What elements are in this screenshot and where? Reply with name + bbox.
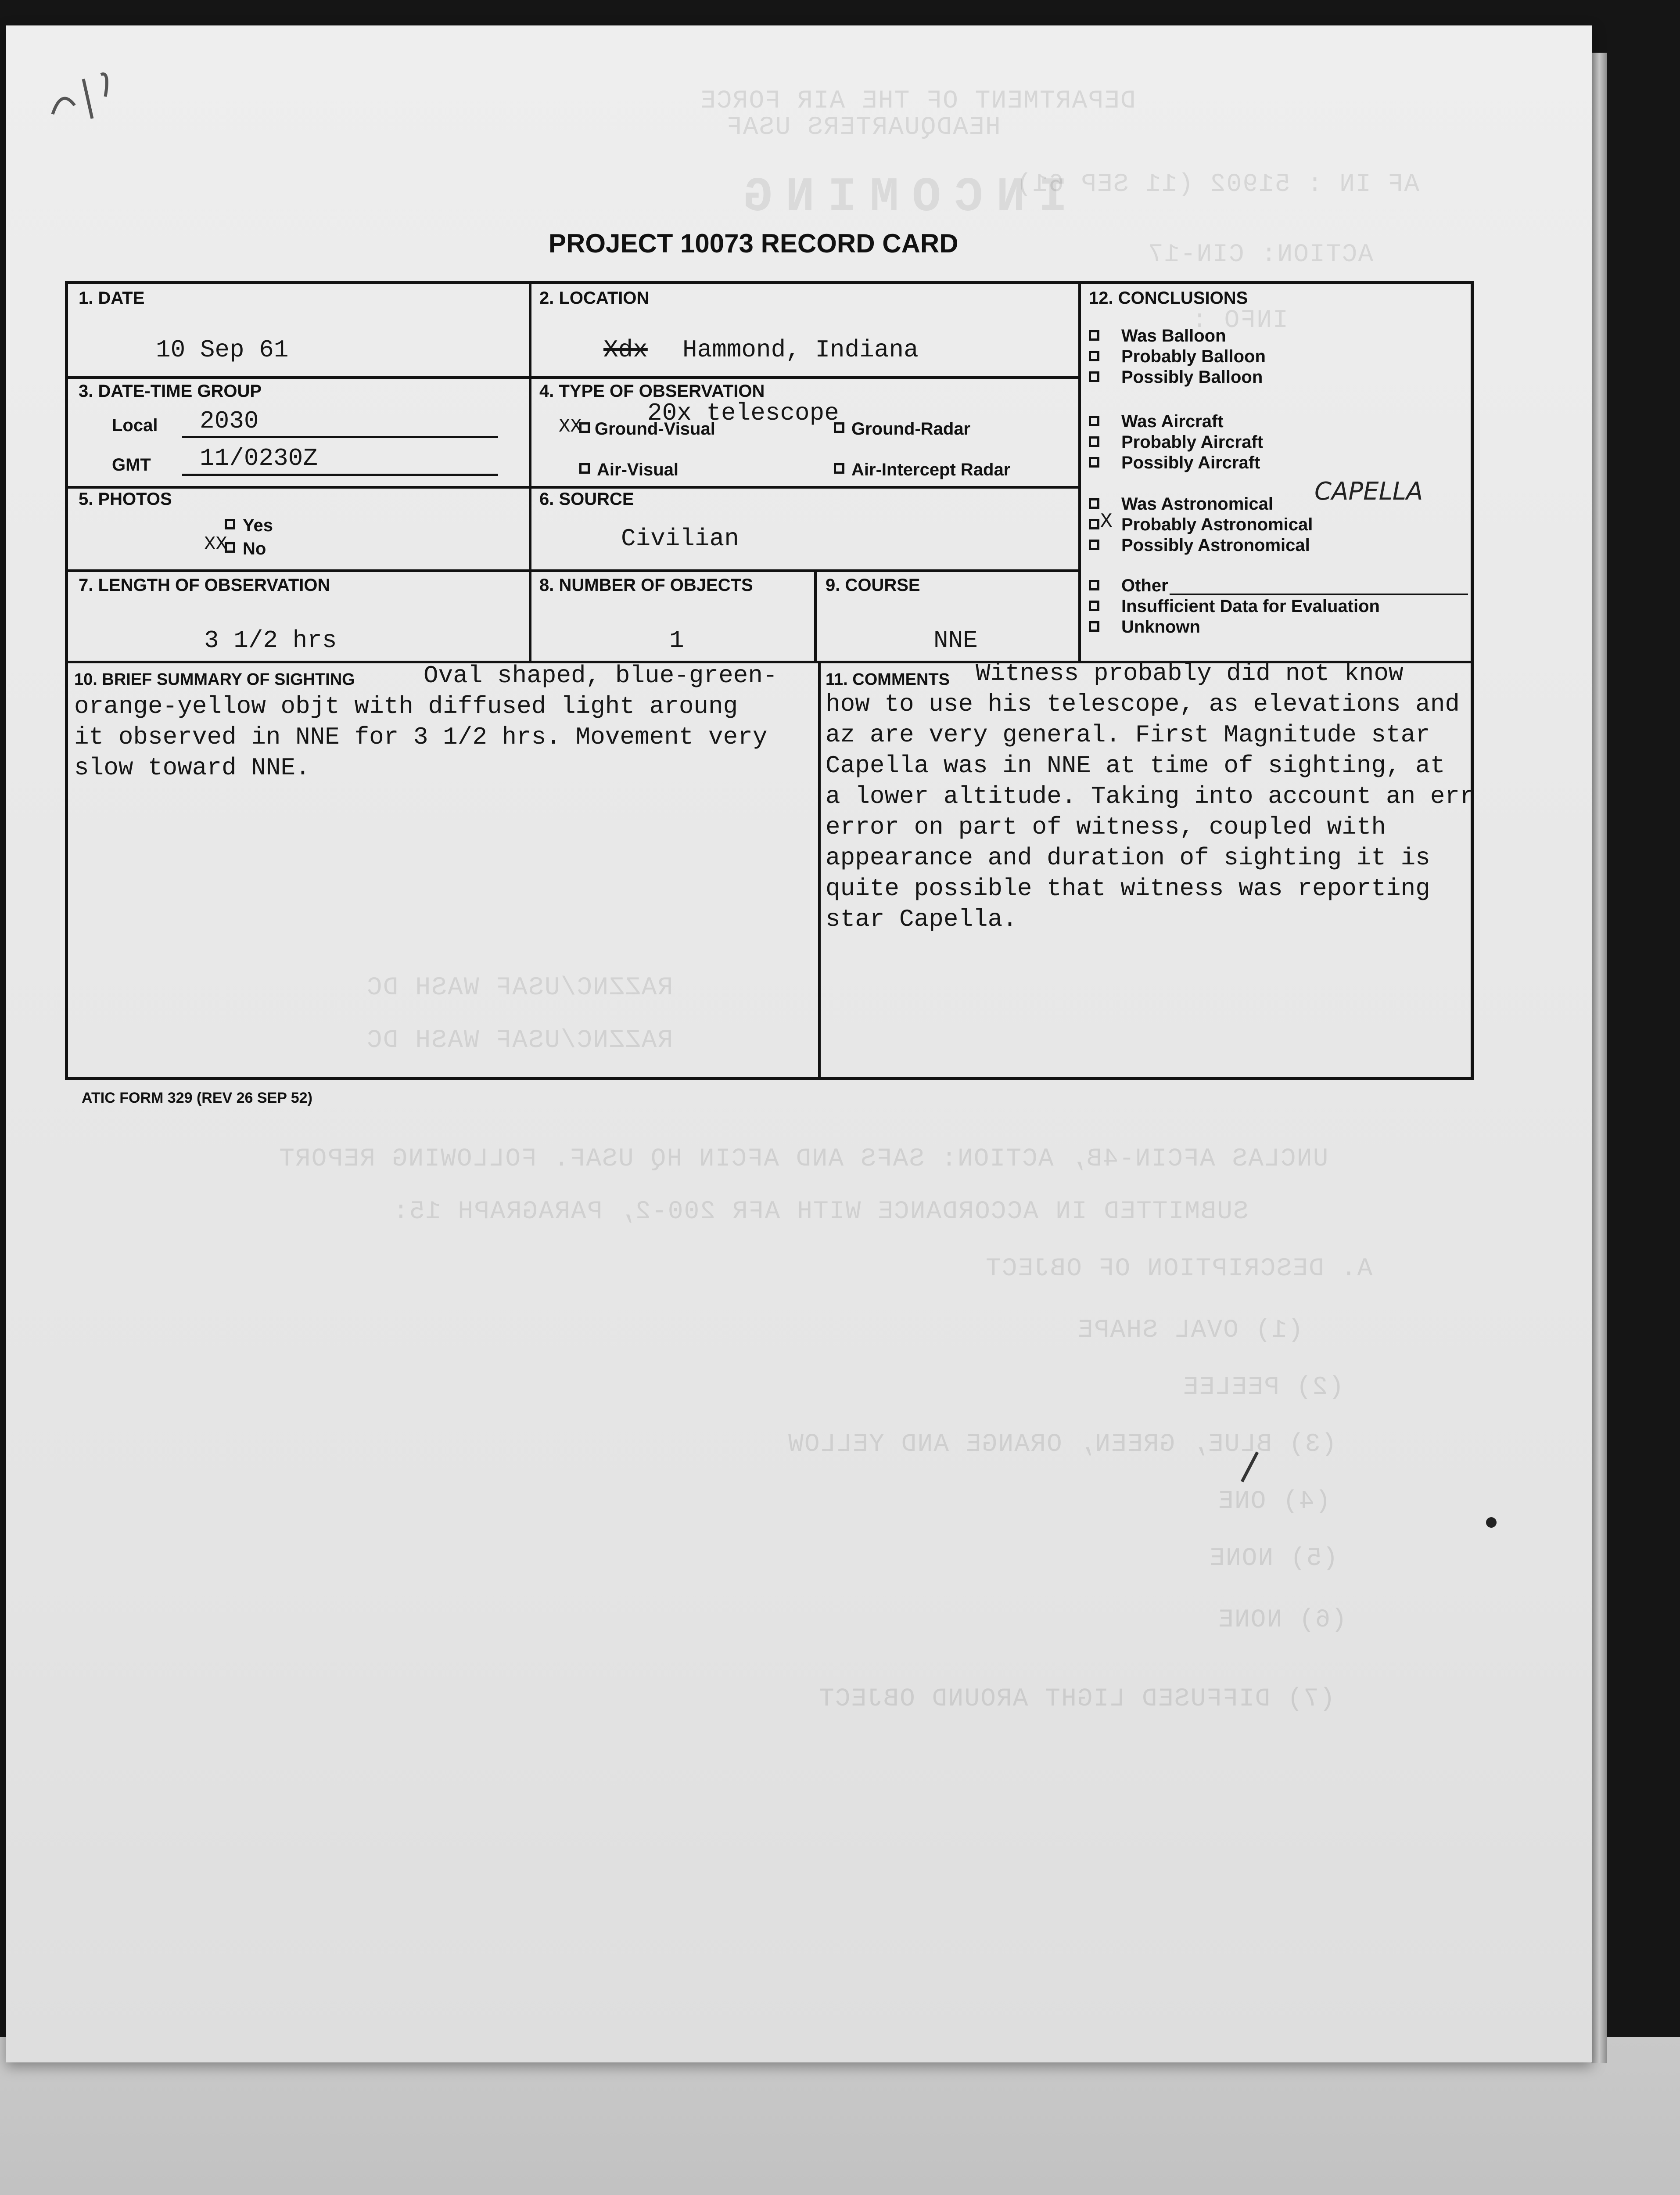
date-label: 1. DATE (79, 288, 145, 308)
bleed-text: AF IN : 51902 (11 SEP 61) (1016, 170, 1420, 199)
photos-no-label: No (243, 539, 266, 558)
possibly-balloon-checkbox[interactable] (1089, 371, 1099, 382)
other-checkbox[interactable] (1089, 580, 1099, 590)
possibly-balloon-label: Possibly Balloon (1121, 367, 1263, 387)
possibly-astronomical-label: Possibly Astronomical (1121, 536, 1310, 555)
ground-radar-label: Ground-Radar (851, 419, 971, 439)
comments-line: az are very general. First Magnitude star (826, 721, 1430, 749)
photos-yes-checkbox[interactable] (225, 519, 235, 529)
ink-dot-mark (1483, 1515, 1501, 1532)
brief-summary-label: 10. BRIEF SUMMARY OF SIGHTING (74, 670, 355, 689)
bleed-text: INFO : (1191, 306, 1288, 335)
bleed-text: RAZZNC/USAF WASH DC (366, 974, 673, 1002)
date-time-group-label: 3. DATE-TIME GROUP (79, 381, 262, 401)
other-underline (1170, 594, 1468, 595)
gmt-underline (182, 474, 498, 476)
photos-no-mark: XX (204, 533, 227, 555)
air-visual-checkbox[interactable] (579, 463, 590, 474)
divider-vertical-3 (814, 569, 817, 662)
bleed-text: (6) NONE (1217, 1606, 1347, 1634)
bleed-text: UNCLAS AFCIN-4B, ACTION: SAFS AND AFCIN HQ USAF. FOLLOWING REPORT (278, 1145, 1328, 1173)
brief-summary-line: it observed in NNE for 3 1/2 hrs. Movement very (74, 723, 768, 751)
possibly-astronomical-checkbox[interactable] (1089, 540, 1099, 550)
bleed-text: (3) BLUE, GREEN, ORANGE AND YELLOW (787, 1430, 1337, 1459)
location-label: 2. LOCATION (539, 288, 650, 308)
bleed-text: SUBMITTED IN ACCORDANCE WITH AFR 200-2, PARAGRAPH 15: (392, 1198, 1249, 1226)
date-value: 10 Sep 61 (156, 336, 289, 364)
bleed-text: (4) ONE (1217, 1487, 1331, 1516)
number-of-objects-value: 1 (669, 626, 684, 655)
type-of-observation-label: 4. TYPE OF OBSERVATION (539, 381, 765, 401)
bleed-text: (5) NONE (1209, 1544, 1338, 1573)
photos-no-checkbox[interactable] (225, 542, 235, 553)
divider-h-2 (68, 486, 1080, 489)
divider-vertical-4 (818, 662, 821, 1079)
was-aircraft-label: Was Aircraft (1121, 412, 1224, 431)
comments-line: a lower altitude. Taking into account an err (826, 782, 1475, 810)
brief-summary-line: orange-yellow objt with diffused light aroung (74, 692, 738, 720)
scratch-marks (39, 2186, 215, 2195)
probably-aircraft-label: Probably Aircraft (1121, 432, 1264, 452)
divider-vertical-2 (1078, 284, 1081, 662)
bleed-text: DEPARTMENT OF THE AIR FORCE (700, 87, 1136, 115)
brief-summary-line: slow toward NNE. (74, 754, 310, 782)
probably-balloon-checkbox[interactable] (1089, 351, 1099, 361)
divider-h-3 (68, 569, 1080, 572)
local-underline (182, 436, 498, 438)
source-label: 6. SOURCE (539, 489, 634, 509)
comments-line: error on part of witness, coupled with (826, 813, 1386, 841)
was-balloon-label: Was Balloon (1121, 326, 1226, 345)
location-struck: Xdx (603, 336, 648, 364)
ground-radar-checkbox[interactable] (834, 422, 844, 433)
length-of-observation-value: 3 1/2 hrs (204, 626, 337, 655)
ground-visual-mark: XX (559, 416, 582, 438)
comments-line: quite possible that witness was reporting (826, 874, 1430, 903)
air-intercept-radar-checkbox[interactable] (834, 463, 844, 474)
possibly-aircraft-label: Possibly Aircraft (1121, 453, 1260, 472)
air-visual-label: Air-Visual (597, 460, 678, 479)
handwritten-capella-note: CAPELLA (1314, 477, 1423, 506)
typed-telescope-note: 20x telescope (647, 399, 839, 427)
probably-astronomical-checkbox[interactable] (1089, 519, 1099, 529)
length-of-observation-label: 7. LENGTH OF OBSERVATION (79, 576, 330, 595)
comments-line: Capella was in NNE at time of sighting, at (826, 752, 1445, 780)
conclusions-label: 12. CONCLUSIONS (1089, 288, 1248, 308)
photos-yes-label: Yes (243, 516, 273, 535)
pen-stroke-mark (1238, 1449, 1264, 1484)
comments-line: appearance and duration of sighting it is (826, 844, 1430, 872)
divider-h-1 (68, 376, 1080, 379)
source-value: Civilian (621, 525, 739, 553)
was-balloon-checkbox[interactable] (1089, 330, 1099, 341)
ground-visual-checkbox[interactable] (579, 422, 590, 433)
was-aircraft-checkbox[interactable] (1089, 416, 1099, 426)
gmt-label: GMT (112, 455, 151, 475)
bleed-text: A. DESCRIPTION OF OBJECT (985, 1255, 1373, 1283)
bleed-text: (1) OVAL SHAPE (1077, 1316, 1303, 1345)
local-time-value: 2030 (200, 407, 259, 435)
location-value: Hammond, Indiana (682, 336, 919, 364)
air-intercept-radar-label: Air-Intercept Radar (851, 460, 1011, 479)
other-label: Other (1121, 576, 1168, 595)
probably-astronomical-mark: X (1100, 510, 1113, 533)
bleed-text: (7) DIFFUSED LIGHT AROUND OBJECT (818, 1685, 1335, 1713)
divider-vertical-1 (529, 284, 531, 662)
ground-visual-label: Ground-Visual (595, 419, 715, 439)
bleed-text: (2) PEELEE (1182, 1373, 1344, 1402)
unknown-checkbox[interactable] (1089, 621, 1099, 632)
unknown-label: Unknown (1121, 617, 1200, 637)
number-of-objects-label: 8. NUMBER OF OBJECTS (539, 576, 753, 595)
insufficient-data-label: Insufficient Data for Evaluation (1121, 597, 1380, 616)
probably-balloon-label: Probably Balloon (1121, 347, 1266, 366)
paper-edge (1591, 53, 1607, 2063)
record-card (65, 281, 1474, 1080)
local-label: Local (112, 416, 158, 435)
handwritten-corner-mark (44, 61, 132, 127)
probably-astronomical-label: Probably Astronomical (1121, 515, 1313, 534)
brief-summary-line: Oval shaped, blue-green- (424, 662, 778, 690)
was-astronomical-checkbox[interactable] (1089, 498, 1099, 509)
possibly-aircraft-checkbox[interactable] (1089, 457, 1099, 468)
gmt-value: 11/0230Z (200, 444, 318, 472)
bleed-text: ACTION: CIN-17 (1147, 241, 1374, 269)
photos-label: 5. PHOTOS (79, 489, 172, 509)
comments-line: star Capella. (826, 905, 1017, 933)
bleed-text: HEADQUARTERS USAF (726, 113, 1001, 142)
bleed-text: RAZZNC/USAF WASH DC (366, 1026, 673, 1055)
comments-label: 11. COMMENTS (826, 670, 950, 689)
bleed-text: INCOMING (730, 170, 1068, 225)
card-title: PROJECT 10073 RECORD CARD (549, 229, 958, 258)
course-value: NNE (933, 626, 978, 655)
was-astronomical-label: Was Astronomical (1121, 494, 1273, 514)
probably-aircraft-checkbox[interactable] (1089, 436, 1099, 447)
insufficient-data-checkbox[interactable] (1089, 601, 1099, 611)
course-label: 9. COURSE (826, 576, 920, 595)
comments-line: how to use his telescope, as elevations and (826, 690, 1460, 718)
form-number: ATIC FORM 329 (REV 26 SEP 52) (82, 1090, 312, 1106)
comments-line: Witness probably did not know (976, 659, 1404, 687)
